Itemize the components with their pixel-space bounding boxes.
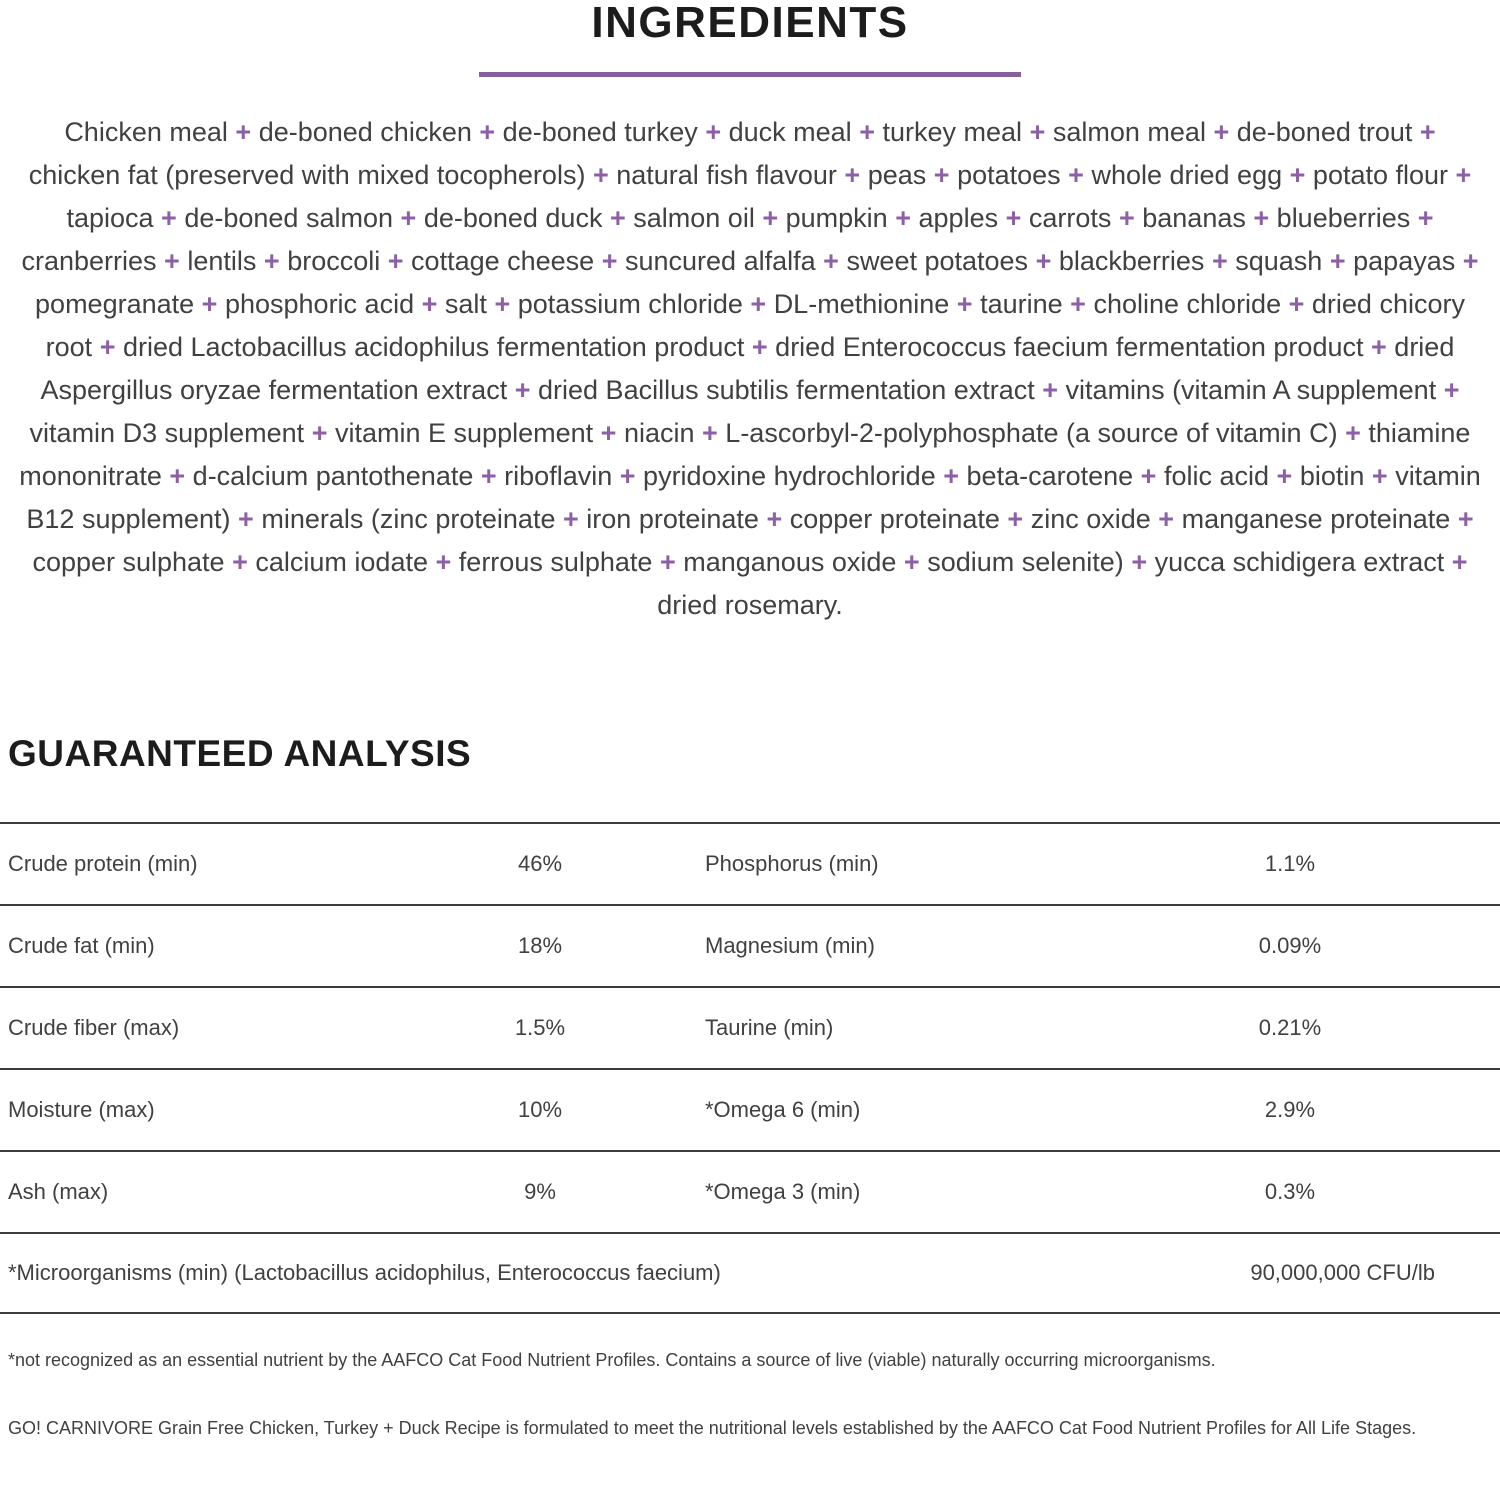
plus-separator: + (1068, 160, 1084, 191)
plus-separator: + (263, 246, 280, 277)
ingredient-item: folic acid (1163, 461, 1270, 492)
nutrient-label: *Omega 6 (min) (705, 1097, 861, 1123)
ingredient-item: taurine (980, 289, 1063, 320)
ingredient-item: manganese proteinate (1181, 504, 1451, 535)
nutrient-label: Taurine (min) (705, 1015, 834, 1041)
ingredient-item: salmon meal (1052, 117, 1206, 148)
plus-separator: + (400, 203, 417, 234)
plus-separator: + (895, 203, 911, 234)
ingredient-item: bananas (1142, 203, 1246, 234)
plus-separator: + (751, 332, 768, 363)
plus-separator: + (1118, 203, 1135, 234)
nutrient-label: Ash (max) (8, 1179, 109, 1205)
ingredient-item: peas (867, 160, 927, 191)
plus-separator: + (592, 160, 609, 191)
footnote-aafco-nutrient: *not recognized as an essential nutrient by the AAFCO Cat Food Nutrient Profiles. Contains a source of live (viable) naturally occurring microorganisms. (8, 1350, 1216, 1371)
guaranteed-analysis-table (0, 822, 1500, 1232)
plus-separator: + (238, 504, 254, 535)
ingredient-item: vitamin B12 supplement) (26, 461, 1481, 535)
plus-separator: + (435, 547, 452, 578)
ingredient-item: duck meal (728, 117, 852, 148)
plus-separator: + (1329, 246, 1346, 277)
ingredient-item: pyridoxine hydrochloride (643, 461, 936, 492)
plus-separator: + (844, 160, 861, 191)
ingredient-item: dried Lactobacillus acidophilus fermentation product (122, 332, 745, 363)
analysis-row (0, 904, 1500, 986)
nutrient-value: 2.9% (1264, 1097, 1316, 1123)
nutrient-value: 1.5% (514, 1015, 566, 1041)
plus-separator: + (1140, 461, 1157, 492)
ingredient-item: riboflavin (504, 461, 613, 492)
ingredient-item: sweet potatoes (846, 246, 1029, 277)
ingredients-paragraph (16, 111, 1484, 627)
guaranteed-analysis-title: GUARANTEED ANALYSIS (8, 733, 472, 775)
ingredient-item: cottage cheese (411, 246, 595, 277)
ingredient-item: blueberries (1276, 203, 1411, 234)
nutrient-label: Phosphorus (min) (705, 851, 879, 877)
ingredient-item: thiamine mononitrate (19, 418, 1471, 492)
plus-separator: + (1253, 203, 1270, 234)
plus-separator: + (933, 160, 950, 191)
plus-separator: + (232, 547, 248, 578)
ingredient-item: broccoli (287, 246, 381, 277)
plus-separator: + (1288, 289, 1305, 320)
plus-separator: + (943, 461, 960, 492)
plus-separator: + (1213, 117, 1230, 148)
ingredient-item: squash (1235, 246, 1323, 277)
plus-separator: + (1457, 504, 1474, 535)
plus-separator: + (1007, 504, 1024, 535)
plus-separator: + (1419, 117, 1436, 148)
microorganisms-row (0, 1232, 1500, 1314)
plus-separator: + (1451, 547, 1468, 578)
plus-separator: + (514, 375, 531, 406)
plus-separator: + (1158, 504, 1175, 535)
plus-separator: + (1345, 418, 1361, 449)
ingredient-item: dried Enterococcus faecium fermentation product (775, 332, 1364, 363)
ingredient-item: vitamin E supplement (335, 418, 594, 449)
microorganisms-value: 90,000,000 CFU/lb (1250, 1260, 1435, 1286)
ingredient-item: turkey meal (882, 117, 1023, 148)
ingredient-item: L-ascorbyl-2-polyphosphate (a source of vitamin C) (725, 418, 1338, 449)
ingredient-item: papayas (1353, 246, 1456, 277)
ingredient-item: pomegranate (35, 289, 195, 320)
plus-separator: + (164, 246, 180, 277)
ingredient-item: phosphoric acid (224, 289, 415, 320)
ingredient-item: zinc oxide (1030, 504, 1151, 535)
title-underline-rule (479, 72, 1021, 77)
nutrient-value: 9% (524, 1179, 556, 1205)
plus-separator: + (903, 547, 920, 578)
plus-separator: + (201, 289, 218, 320)
ingredient-item: dried rosemary. (657, 590, 843, 621)
ingredient-item: de-boned chicken (258, 117, 472, 148)
plus-separator: + (387, 246, 404, 277)
plus-separator: + (235, 117, 252, 148)
plus-separator: + (311, 418, 328, 449)
plus-separator: + (1035, 246, 1052, 277)
plus-separator: + (1371, 332, 1387, 363)
ingredient-item: suncured alfalfa (625, 246, 816, 277)
ingredient-item: minerals (zinc proteinate (261, 504, 556, 535)
plus-separator: + (1455, 160, 1472, 191)
ingredient-item: ferrous sulphate (458, 547, 653, 578)
ingredient-item: salmon oil (633, 203, 755, 234)
plus-separator: + (1042, 375, 1059, 406)
ingredient-item: blackberries (1058, 246, 1205, 277)
ingredient-item: beta-carotene (966, 461, 1134, 492)
nutrient-label: Crude fiber (max) (8, 1015, 180, 1041)
nutrient-value: 0.21% (1258, 1015, 1322, 1041)
ingredient-item: dried Aspergillus oryzae fermentation extract (40, 332, 1455, 406)
nutrient-value: 10% (517, 1097, 563, 1123)
ingredient-item: sodium selenite) (927, 547, 1124, 578)
ingredient-item: lentils (187, 246, 257, 277)
plus-separator: + (161, 203, 177, 234)
ingredient-item: vitamin D3 supplement (29, 418, 305, 449)
plus-separator: + (99, 332, 116, 363)
nutrient-value: 1.1% (1264, 851, 1316, 877)
ingredient-item: tapioca (66, 203, 154, 234)
ingredient-item: DL-methionine (773, 289, 950, 320)
plus-separator: + (659, 547, 676, 578)
plus-separator: + (1371, 461, 1388, 492)
ingredient-item: apples (918, 203, 999, 234)
plus-separator: + (1131, 547, 1148, 578)
ingredient-item: de-boned salmon (184, 203, 393, 234)
plus-separator: + (1211, 246, 1228, 277)
nutrient-label: Magnesium (min) (705, 933, 875, 959)
ingredient-item: de-boned turkey (502, 117, 698, 148)
analysis-row (0, 1150, 1500, 1232)
ingredient-item: potassium chloride (517, 289, 743, 320)
ingredient-item: de-boned duck (423, 203, 603, 234)
plus-separator: + (480, 461, 497, 492)
ingredient-item: salt (444, 289, 487, 320)
plus-separator: + (1029, 117, 1046, 148)
ingredient-item: potatoes (957, 160, 1061, 191)
ingredient-item: Chicken meal (64, 117, 228, 148)
ingredient-item: niacin (623, 418, 695, 449)
ingredient-item: copper proteinate (789, 504, 1000, 535)
plus-separator: + (479, 117, 496, 148)
plus-separator: + (1005, 203, 1022, 234)
ingredient-item: copper sulphate (32, 547, 225, 578)
ingredient-item: vitamins (vitamin A supplement (1065, 375, 1437, 406)
plus-separator: + (762, 203, 779, 234)
ingredient-item: pumpkin (785, 203, 888, 234)
plus-separator: + (619, 461, 636, 492)
plus-separator: + (823, 246, 839, 277)
plus-separator: + (859, 117, 875, 148)
ingredients-title: INGREDIENTS (591, 0, 909, 47)
nutrient-label: Crude protein (min) (8, 851, 198, 877)
nutrient-value: 46% (517, 851, 563, 877)
ingredient-item: biotin (1299, 461, 1365, 492)
nutrient-value: 18% (517, 933, 563, 959)
ingredient-item: manganous oxide (683, 547, 897, 578)
nutrient-value: 0.3% (1264, 1179, 1316, 1205)
ingredients-header (0, 0, 1500, 77)
ingredient-item: iron proteinate (586, 504, 759, 535)
ingredient-item: whole dried egg (1091, 160, 1283, 191)
footnote-formulation-statement: GO! CARNIVORE Grain Free Chicken, Turkey + Duck Recipe is formulated to meet the nutritional levels established by the AAFCO Cat Food Nutrient Profiles for All Life Stages. (8, 1418, 1417, 1439)
ingredient-item: de-boned trout (1236, 117, 1413, 148)
ingredient-item: choline chloride (1093, 289, 1282, 320)
ingredient-item: natural fish flavour (616, 160, 837, 191)
nutrient-label: Crude fat (min) (8, 933, 155, 959)
plus-separator: + (609, 203, 626, 234)
plus-separator: + (1462, 246, 1479, 277)
ingredient-item: yucca schidigera extract (1154, 547, 1445, 578)
nutrient-label: Moisture (max) (8, 1097, 155, 1123)
plus-separator: + (750, 289, 767, 320)
ingredient-item: potato flour (1312, 160, 1449, 191)
analysis-row (0, 822, 1500, 904)
ingredient-item: d-calcium pantothenate (192, 461, 474, 492)
plus-separator: + (956, 289, 973, 320)
plus-separator: + (169, 461, 186, 492)
plus-separator: + (1443, 375, 1460, 406)
ingredient-item: dried chicory root (45, 289, 1465, 363)
analysis-row (0, 1068, 1500, 1150)
ingredient-item: chicken fat (preserved with mixed tocopherols) (28, 160, 586, 191)
analysis-row (0, 986, 1500, 1068)
ingredient-item: cranberries (21, 246, 157, 277)
plus-separator: + (600, 418, 617, 449)
nutrient-label: *Omega 3 (min) (705, 1179, 861, 1205)
plus-separator: + (601, 246, 618, 277)
plus-separator: + (1276, 461, 1293, 492)
microorganisms-label: *Microorganisms (min) (Lactobacillus acidophilus, Enterococcus faecium) (8, 1260, 721, 1286)
plus-separator: + (705, 117, 722, 148)
plus-separator: + (1289, 160, 1306, 191)
ingredient-item: dried Bacillus subtilis fermentation extract (538, 375, 1035, 406)
nutrient-value: 0.09% (1258, 933, 1322, 959)
ingredient-item: carrots (1028, 203, 1112, 234)
plus-separator: + (421, 289, 438, 320)
plus-separator: + (702, 418, 718, 449)
plus-separator: + (563, 504, 579, 535)
ingredient-item: calcium iodate (255, 547, 428, 578)
plus-separator: + (766, 504, 783, 535)
plus-separator: + (1417, 203, 1434, 234)
plus-separator: + (1070, 289, 1086, 320)
plus-separator: + (494, 289, 511, 320)
